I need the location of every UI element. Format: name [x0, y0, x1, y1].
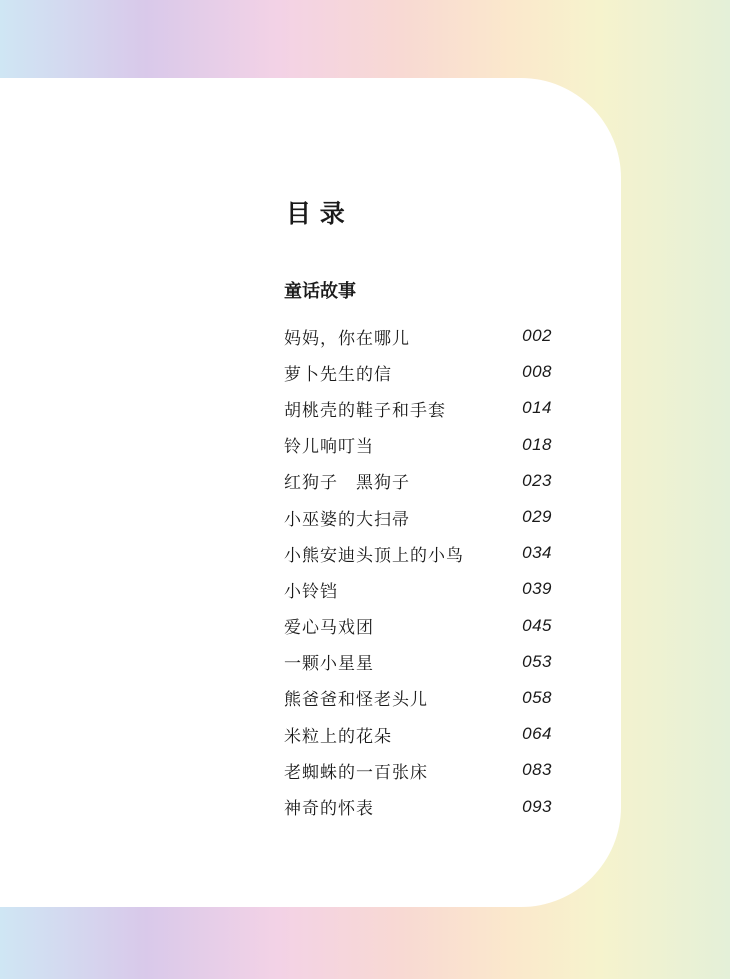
toc-entry-page: 014 — [522, 398, 552, 418]
toc-entry[interactable] — [284, 427, 552, 463]
toc-entry-page: 053 — [522, 651, 552, 671]
toc-entry-page: 002 — [522, 326, 552, 346]
toc-entry-page: 064 — [522, 724, 552, 744]
toc-entry-page: 039 — [522, 579, 552, 599]
toc-entry-title: 萝卜先生的信 — [284, 364, 392, 385]
toc-entry-title: 一颗小星星 — [284, 654, 374, 675]
toc-entry-title: 爱心马戏团 — [284, 618, 374, 639]
toc-list — [284, 318, 552, 825]
toc-entry-title: 红狗子 黑狗子 — [284, 473, 410, 494]
toc-entry[interactable] — [284, 499, 552, 535]
toc-entry[interactable] — [284, 644, 552, 680]
section-heading: 童话故事 — [284, 281, 356, 302]
toc-entry-page: 029 — [522, 507, 552, 527]
toc-entry[interactable] — [284, 716, 552, 752]
toc-entry-title: 小巫婆的大扫帚 — [284, 509, 410, 530]
toc-title: 目 录 — [286, 199, 345, 228]
toc-entry-title: 熊爸爸和怪老头儿 — [284, 690, 428, 711]
toc-entry[interactable] — [284, 752, 552, 788]
toc-entry[interactable] — [284, 680, 552, 716]
toc-entry[interactable] — [284, 571, 552, 607]
toc-entry-title: 小铃铛 — [284, 581, 338, 602]
toc-entry[interactable] — [284, 390, 552, 426]
toc-entry[interactable] — [284, 788, 552, 824]
toc-entry-title: 小熊安迪头顶上的小鸟 — [284, 545, 464, 566]
toc-entry-title: 铃儿响叮当 — [284, 437, 374, 458]
toc-entry[interactable] — [284, 535, 552, 571]
toc-entry-title: 米粒上的花朵 — [284, 726, 392, 747]
toc-entry-title: 神奇的怀表 — [284, 799, 374, 820]
toc-entry-title: 胡桃壳的鞋子和手套 — [284, 400, 446, 421]
toc-entry-page: 034 — [522, 543, 552, 563]
toc-entry[interactable] — [284, 318, 552, 354]
toc-entry[interactable] — [284, 354, 552, 390]
toc-entry[interactable] — [284, 463, 552, 499]
toc-entry-page: 083 — [522, 760, 552, 780]
toc-entry-page: 008 — [522, 362, 552, 382]
toc-entry-page: 018 — [522, 434, 552, 454]
toc-entry[interactable] — [284, 608, 552, 644]
toc-entry-page: 023 — [522, 470, 552, 490]
toc-entry-title: 妈妈，你在哪儿 — [284, 328, 410, 349]
toc-entry-title: 老蜘蛛的一百张床 — [284, 762, 428, 783]
toc-entry-page: 093 — [522, 796, 552, 816]
toc-entry-page: 058 — [522, 687, 552, 707]
toc-entry-page: 045 — [522, 615, 552, 635]
